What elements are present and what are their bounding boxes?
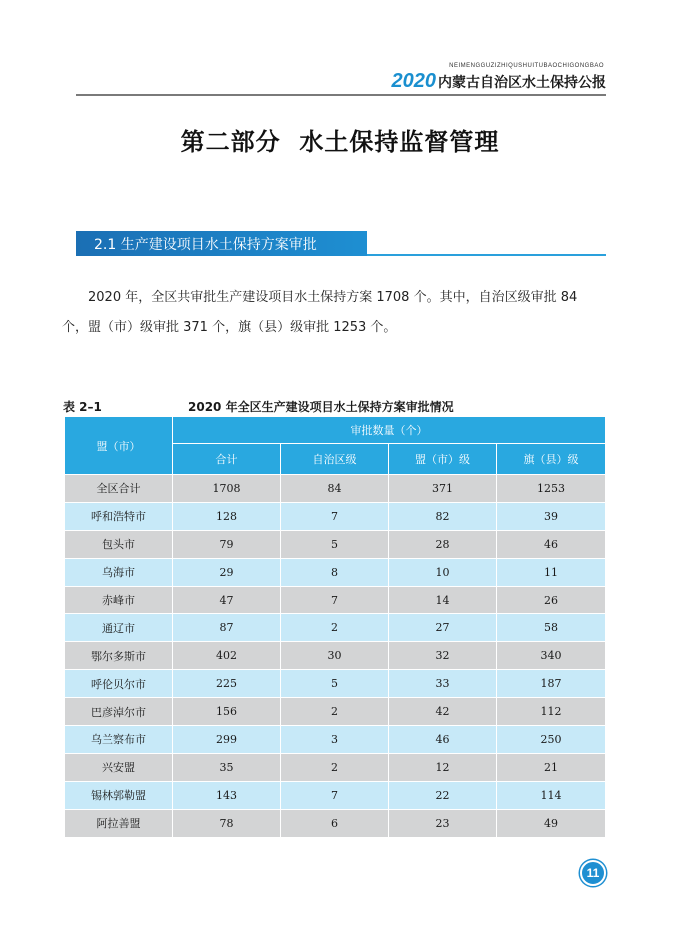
row-value: 46 bbox=[497, 530, 606, 558]
row-value: 79 bbox=[173, 530, 281, 558]
page-number: 11 bbox=[580, 860, 606, 886]
row-value: 340 bbox=[497, 642, 606, 670]
row-value: 30 bbox=[281, 642, 389, 670]
header-group: 审批数量（个） bbox=[173, 417, 606, 444]
row-value: 22 bbox=[389, 781, 497, 809]
approval-table bbox=[64, 416, 606, 838]
row-value: 299 bbox=[173, 726, 281, 754]
row-value: 46 bbox=[389, 726, 497, 754]
row-value: 82 bbox=[389, 502, 497, 530]
row-value: 128 bbox=[173, 502, 281, 530]
row-value: 7 bbox=[281, 781, 389, 809]
table-row bbox=[65, 530, 606, 558]
row-value: 2 bbox=[281, 753, 389, 781]
row-value: 35 bbox=[173, 753, 281, 781]
header-pinyin: NEIMENGGUZIZHIQUSHUITUBAOCHIGONGBAO bbox=[449, 63, 604, 69]
row-value: 11 bbox=[497, 558, 606, 586]
header-title bbox=[392, 70, 607, 93]
row-value: 112 bbox=[497, 698, 606, 726]
row-value: 371 bbox=[389, 475, 497, 503]
row-value: 28 bbox=[389, 530, 497, 558]
row-label: 赤峰市 bbox=[65, 586, 173, 614]
table-row bbox=[65, 475, 606, 503]
table-row bbox=[65, 558, 606, 586]
column-header: 合计 bbox=[173, 444, 281, 475]
row-value: 402 bbox=[173, 642, 281, 670]
row-label: 巴彦淖尔市 bbox=[65, 698, 173, 726]
row-value: 27 bbox=[389, 614, 497, 642]
header-year: 2020 bbox=[391, 70, 436, 92]
table-row bbox=[65, 502, 606, 530]
section-heading: 2.1 生产建设项目水土保持方案审批 bbox=[94, 237, 317, 253]
row-label: 乌海市 bbox=[65, 558, 173, 586]
header-title-text: 内蒙古自治区水土保持公报 bbox=[438, 75, 606, 91]
row-label: 全区合计 bbox=[65, 475, 173, 503]
row-value: 47 bbox=[173, 586, 281, 614]
row-value: 33 bbox=[389, 670, 497, 698]
row-value: 250 bbox=[497, 726, 606, 754]
row-value: 42 bbox=[389, 698, 497, 726]
row-value: 10 bbox=[389, 558, 497, 586]
header-region: 盟（市） bbox=[65, 417, 173, 475]
row-label: 乌兰察布市 bbox=[65, 726, 173, 754]
row-value: 12 bbox=[389, 753, 497, 781]
row-value: 29 bbox=[173, 558, 281, 586]
chapter-title: 第二部分 水土保持监督管理 bbox=[180, 128, 500, 156]
row-value: 39 bbox=[497, 502, 606, 530]
row-value: 7 bbox=[281, 502, 389, 530]
row-value: 3 bbox=[281, 726, 389, 754]
column-header: 盟（市）级 bbox=[389, 444, 497, 475]
row-value: 6 bbox=[281, 809, 389, 837]
column-header: 自治区级 bbox=[281, 444, 389, 475]
row-value: 225 bbox=[173, 670, 281, 698]
row-label: 呼和浩特市 bbox=[65, 502, 173, 530]
row-label: 通辽市 bbox=[65, 614, 173, 642]
row-label: 阿拉善盟 bbox=[65, 809, 173, 837]
row-value: 78 bbox=[173, 809, 281, 837]
row-label: 包头市 bbox=[65, 530, 173, 558]
row-label: 呼伦贝尔市 bbox=[65, 670, 173, 698]
header-divider bbox=[76, 94, 606, 96]
row-value: 156 bbox=[173, 698, 281, 726]
row-value: 1253 bbox=[497, 475, 606, 503]
row-value: 14 bbox=[389, 586, 497, 614]
body-paragraph bbox=[62, 283, 607, 343]
table-body bbox=[65, 475, 606, 838]
row-value: 5 bbox=[281, 670, 389, 698]
row-value: 5 bbox=[281, 530, 389, 558]
row-value: 49 bbox=[497, 809, 606, 837]
row-value: 23 bbox=[389, 809, 497, 837]
table-row bbox=[65, 753, 606, 781]
table-row bbox=[65, 642, 606, 670]
row-value: 2 bbox=[281, 698, 389, 726]
table-row bbox=[65, 614, 606, 642]
table-row bbox=[65, 670, 606, 698]
row-value: 1708 bbox=[173, 475, 281, 503]
row-value: 32 bbox=[389, 642, 497, 670]
table-row bbox=[65, 809, 606, 837]
table-title: 2020 年全区生产建设项目水土保持方案审批情况 bbox=[188, 400, 454, 414]
body-paragraph-text: 2020 年，全区共审批生产建设项目水土保持方案 1708 个。其中，自治区级审批 84 个，盟（市）级审批 371 个，旗（县）级审批 1253 个。 bbox=[62, 290, 578, 335]
table-row bbox=[65, 781, 606, 809]
row-value: 187 bbox=[497, 670, 606, 698]
row-value: 2 bbox=[281, 614, 389, 642]
table-row bbox=[65, 698, 606, 726]
column-header: 旗（县）级 bbox=[497, 444, 606, 475]
row-value: 87 bbox=[173, 614, 281, 642]
row-label: 鄂尔多斯市 bbox=[65, 642, 173, 670]
row-value: 143 bbox=[173, 781, 281, 809]
table-row bbox=[65, 726, 606, 754]
section-heading-bar bbox=[76, 226, 606, 258]
row-value: 114 bbox=[497, 781, 606, 809]
row-value: 8 bbox=[281, 558, 389, 586]
row-value: 21 bbox=[497, 753, 606, 781]
row-label: 锡林郭勒盟 bbox=[65, 781, 173, 809]
row-value: 58 bbox=[497, 614, 606, 642]
row-value: 7 bbox=[281, 586, 389, 614]
table-row bbox=[65, 586, 606, 614]
row-value: 84 bbox=[281, 475, 389, 503]
row-value: 26 bbox=[497, 586, 606, 614]
row-label: 兴安盟 bbox=[65, 753, 173, 781]
table-number: 表 2–1 bbox=[63, 400, 102, 414]
